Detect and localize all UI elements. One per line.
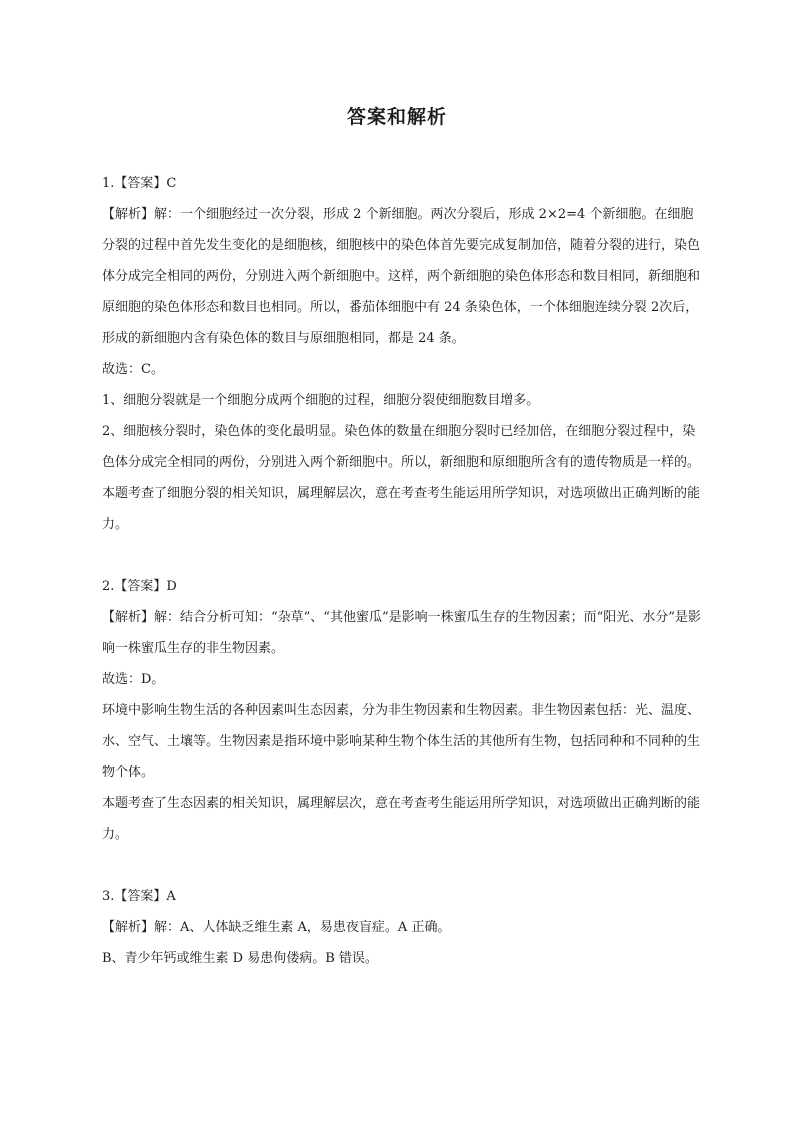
analysis-tag: 【解析】 bbox=[102, 610, 155, 625]
answer-value: D bbox=[166, 579, 177, 594]
analysis-paragraph bbox=[102, 199, 702, 354]
conclusion-line: 故选：C。 bbox=[102, 362, 164, 377]
assessment-paragraph: 本题考查了细胞分裂的相关知识，属理解层次，意在考查考生能运用所学知识，对选项做出正确判断的能力。 bbox=[102, 486, 701, 532]
answer-tag: 【答案】 bbox=[114, 889, 167, 904]
analysis-text: 解：一个细胞经过一次分裂，形成 2 个新细胞。两次分裂后，形成 2×2=4 个新细胞。在细胞分裂的过程中首先发生变化的是细胞核，细胞核中的染色体首先要完成复制加倍，随着分裂的进行，染色体分成完全相同的两份，分别进入两个新细胞中。这样，两个新细胞的染色体形态和数目相同，新细胞和原细胞的染色体形态和数目也相同。所以，番茄体细胞中有 24 条染色体，一个体细胞连续分裂 2次后，形成的新细胞内含有染色体的数目与原细胞相同，都是 24 条。 bbox=[102, 207, 701, 346]
analysis-paragraph bbox=[102, 602, 702, 664]
answer-line bbox=[102, 571, 702, 602]
analysis-text: 解：结合分析可知：“杂草”、“其他蜜瓜”是影响一株蜜瓜生存的生物因素；而“阳光、水分”是影响一株蜜瓜生存的非生物因素。 bbox=[102, 610, 701, 656]
answer-line bbox=[102, 168, 702, 199]
question-number: 2. bbox=[102, 579, 115, 594]
answer-content bbox=[102, 168, 702, 974]
answer-value: A bbox=[166, 889, 176, 904]
page-title: 答案和解析 bbox=[346, 106, 447, 128]
answer-tag: 【答案】 bbox=[114, 176, 167, 191]
explanation-paragraph: 环境中影响生物生活的各种因素叫生态因素，分为非生物因素和生物因素。非生物因素包括：光、温度、水、空气、土壤等。生物因素是指环境中影响某种生物个体生活的其他所有生物，包括同种和不同种的生物个体。 bbox=[102, 703, 701, 780]
question-3 bbox=[102, 881, 702, 974]
answer-tag: 【答案】 bbox=[114, 579, 167, 594]
conclusion-line: 故选：D。 bbox=[102, 672, 165, 687]
explanation-paragraph: 1、细胞分裂就是一个细胞分成两个细胞的过程，细胞分裂使细胞数目增多。 bbox=[102, 393, 540, 408]
analysis-text: 解：A、人体缺乏维生素 A，易患夜盲症。A 正确。 bbox=[154, 920, 451, 935]
answer-value: C bbox=[166, 176, 177, 191]
question-number: 3. bbox=[102, 889, 115, 904]
assessment-paragraph: 本题考查了生态因素的相关知识，属理解层次，意在考查考生能运用所学知识，对选项做出正确判断的能力。 bbox=[102, 796, 701, 842]
option-line: B、青少年钙或维生素 D 易患佝偻病。B 错误。 bbox=[102, 951, 378, 966]
analysis-tag: 【解析】 bbox=[102, 920, 155, 935]
question-2 bbox=[102, 571, 702, 850]
question-1 bbox=[102, 168, 702, 540]
question-number: 1. bbox=[102, 176, 115, 191]
analysis-paragraph bbox=[102, 912, 702, 943]
analysis-tag: 【解析】 bbox=[102, 207, 155, 222]
explanation-paragraph: 2、细胞核分裂时，染色体的变化最明显。染色体的数量在细胞分裂时已经加倍，在细胞分裂过程中，染色体分成完全相同的两份，分别进入两个新细胞中。所以，新细胞和原细胞所含有的遗传物质是一样的。 bbox=[102, 424, 701, 470]
answer-line bbox=[102, 881, 702, 912]
